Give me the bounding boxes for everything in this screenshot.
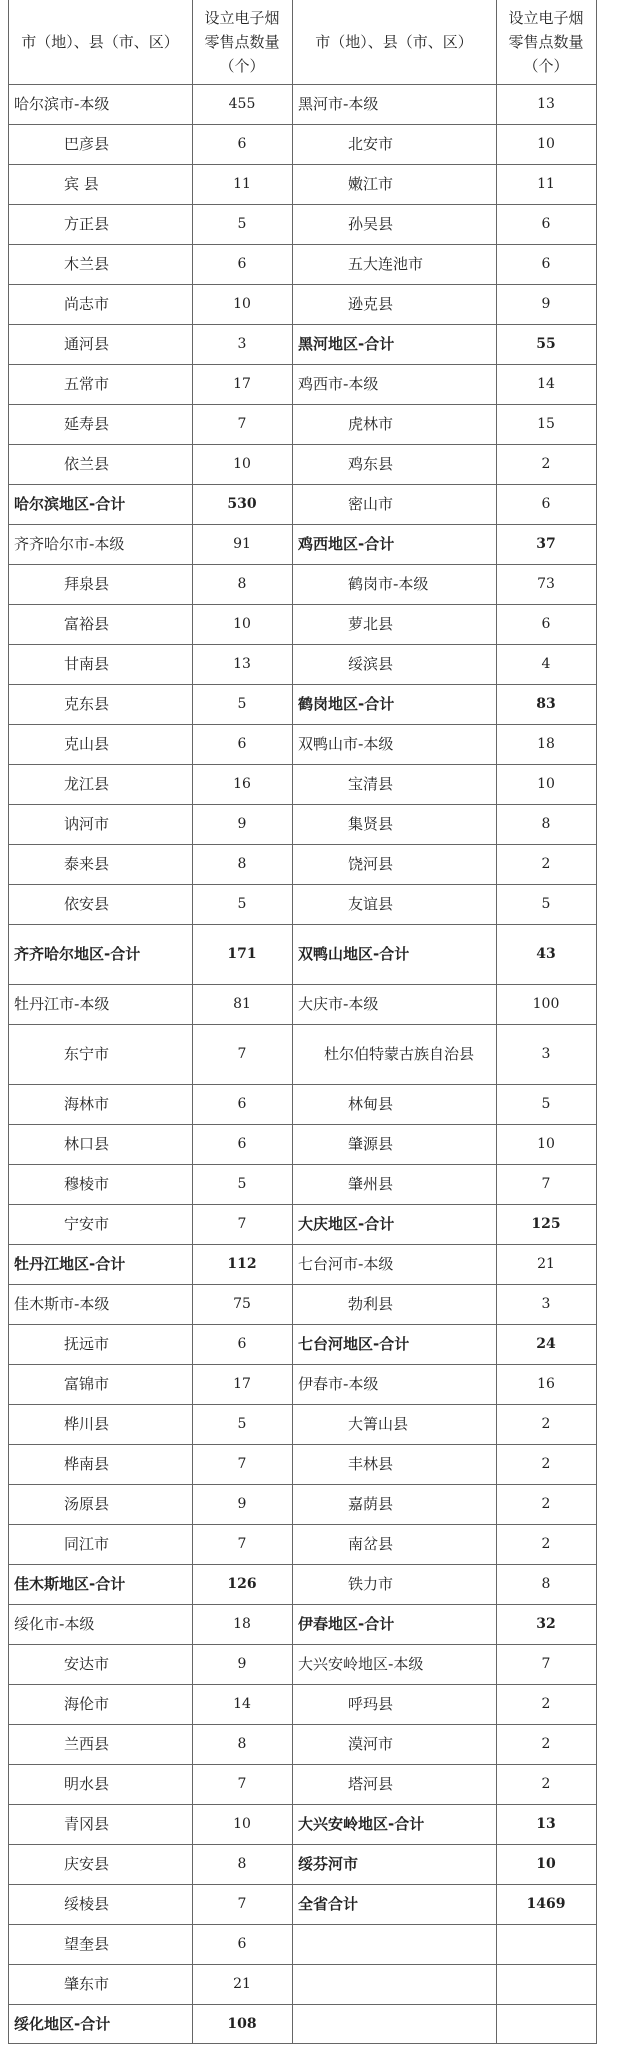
right-count-cell: 83: [536, 696, 556, 712]
row-divider: [8, 984, 596, 985]
left-region-cell: 齐齐哈尔地区-合计: [14, 945, 141, 963]
right-region-cell: 杜尔伯特蒙古族自治县: [324, 1045, 475, 1063]
left-count-cell: 13: [233, 656, 251, 672]
right-count-cell: 9: [541, 296, 551, 312]
left-count-cell: 14: [233, 1696, 251, 1712]
left-count-cell: 108: [227, 2016, 257, 2032]
header-count-right: 设立电子烟零售点数量（个）: [508, 9, 584, 75]
row-divider: [8, 404, 596, 405]
column-divider: [8, 0, 9, 2044]
row-divider: [8, 1164, 596, 1165]
right-region-cell: 大兴安岭地区-合计: [298, 1815, 425, 1833]
right-region-cell: 虎林市: [348, 415, 394, 433]
right-count-cell: 10: [537, 136, 555, 152]
right-count-cell: 13: [537, 96, 555, 112]
right-count-cell: 43: [536, 946, 556, 962]
left-count-cell: 7: [237, 1536, 247, 1552]
right-count-cell: 6: [541, 616, 551, 632]
right-count-cell: 21: [537, 1256, 555, 1272]
right-region-cell: 呼玛县: [348, 1695, 394, 1713]
left-count-cell: 6: [237, 1136, 247, 1152]
right-region-cell: [292, 1964, 496, 2004]
row-divider: [8, 164, 596, 165]
right-count-cell: 2: [541, 1696, 551, 1712]
left-region-cell: 抚远市: [64, 1335, 110, 1353]
left-count-cell: 8: [237, 1856, 247, 1872]
right-count-cell: 32: [536, 1616, 556, 1632]
right-region-cell: 肇源县: [348, 1135, 394, 1153]
left-region-cell: 庆安县: [64, 1855, 110, 1873]
right-count-cell: 4: [541, 656, 551, 672]
column-divider: [496, 0, 497, 2044]
right-count-cell: 11: [537, 176, 555, 192]
left-count-cell: 9: [237, 816, 247, 832]
row-divider: [8, 1244, 596, 1245]
left-region-cell: 海林市: [64, 1095, 110, 1113]
right-count-cell: 10: [537, 776, 555, 792]
row-divider: [8, 484, 596, 485]
row-divider: [8, 364, 596, 365]
right-region-cell: 漠河市: [348, 1735, 394, 1753]
right-region-cell: 七台河地区-合计: [298, 1335, 410, 1353]
right-region-cell: 双鸭山市-本级: [298, 735, 394, 753]
left-region-cell: 宾 县: [64, 175, 99, 193]
right-region-cell: 嫩江市: [348, 175, 394, 193]
left-region-cell: 牡丹江地区-合计: [14, 1255, 126, 1273]
right-region-cell: 伊春地区-合计: [298, 1615, 395, 1633]
right-region-cell: 绥滨县: [348, 655, 394, 673]
left-count-cell: 9: [237, 1656, 247, 1672]
right-count-cell: 3: [541, 1296, 551, 1312]
left-region-cell: 甘南县: [64, 655, 110, 673]
left-region-cell: 富锦市: [64, 1375, 110, 1393]
right-region-cell: 孙吴县: [348, 215, 394, 233]
row-divider: [8, 1364, 596, 1365]
left-count-cell: 6: [237, 736, 247, 752]
right-region-cell: 饶河县: [348, 855, 394, 873]
right-region-cell: 鸡西地区-合计: [298, 535, 395, 553]
left-region-cell: 通河县: [64, 335, 110, 353]
right-region-cell: 鹤岗市-本级: [348, 575, 429, 593]
right-count-cell: 1469: [526, 1896, 566, 1912]
row-divider: [8, 1524, 596, 1525]
right-count-cell: 10: [536, 1856, 556, 1872]
left-region-cell: 汤原县: [64, 1495, 110, 1513]
left-count-cell: 17: [233, 1376, 251, 1392]
row-divider: [8, 524, 596, 525]
left-count-cell: 7: [237, 1456, 247, 1472]
right-region-cell: 大庆市-本级: [298, 995, 379, 1013]
right-count-cell: 2: [541, 856, 551, 872]
right-region-cell: 大兴安岭地区-本级: [298, 1655, 424, 1673]
left-region-cell: 望奎县: [64, 1935, 110, 1953]
left-region-cell: 绥化市-本级: [14, 1615, 95, 1633]
left-count-cell: 7: [237, 1896, 247, 1912]
row-divider: [8, 244, 596, 245]
left-region-cell: 兰西县: [64, 1735, 110, 1753]
left-region-cell: 讷河市: [64, 815, 110, 833]
right-count-cell: 73: [537, 576, 555, 592]
row-divider: [8, 724, 596, 725]
left-region-cell: 桦川县: [64, 1415, 110, 1433]
row-divider: [8, 1204, 596, 1205]
row-divider: [8, 1964, 596, 1965]
row-divider: [8, 1764, 596, 1765]
left-count-cell: 91: [233, 536, 251, 552]
right-count-cell: 37: [536, 536, 556, 552]
row-divider: [8, 764, 596, 765]
header-region-left: 市（地）、县（市、区）: [21, 33, 179, 51]
row-divider: [8, 1884, 596, 1885]
right-count-cell: [496, 2004, 596, 2044]
row-divider: [8, 1084, 596, 1085]
row-divider: [8, 84, 596, 85]
left-region-cell: 青冈县: [64, 1815, 110, 1833]
right-region-cell: 大庆地区-合计: [298, 1215, 395, 1233]
left-region-cell: 齐齐哈尔市-本级: [14, 535, 125, 553]
left-region-cell: 哈尔滨地区-合计: [14, 495, 126, 513]
row-divider: [8, 804, 596, 805]
left-region-cell: 拜泉县: [64, 575, 110, 593]
left-region-cell: 哈尔滨市-本级: [14, 95, 110, 113]
right-count-cell: 2: [541, 1776, 551, 1792]
left-region-cell: 安达市: [64, 1655, 110, 1673]
left-count-cell: 10: [233, 296, 251, 312]
left-count-cell: 171: [227, 946, 257, 962]
left-count-cell: 16: [233, 776, 251, 792]
left-count-cell: 10: [233, 1816, 251, 1832]
right-count-cell: 18: [537, 736, 555, 752]
left-region-cell: 方正县: [64, 215, 110, 233]
right-count-cell: 6: [541, 496, 551, 512]
left-region-cell: 尚志市: [64, 295, 110, 313]
row-divider: [8, 1564, 596, 1565]
right-region-cell: 七台河市-本级: [298, 1255, 394, 1273]
right-count-cell: 2: [541, 1416, 551, 1432]
left-count-cell: 9: [237, 1496, 247, 1512]
right-count-cell: 16: [537, 1376, 555, 1392]
column-divider: [192, 0, 193, 2044]
left-region-cell: 佳木斯市-本级: [14, 1295, 110, 1313]
right-count-cell: 24: [536, 1336, 556, 1352]
right-count-cell: 2: [541, 1536, 551, 1552]
right-count-cell: [496, 1964, 596, 2004]
right-region-cell: 丰林县: [348, 1455, 394, 1473]
left-region-cell: 克山县: [64, 735, 110, 753]
left-region-cell: 海伦市: [64, 1695, 110, 1713]
right-count-cell: 55: [536, 336, 556, 352]
right-region-cell: 萝北县: [348, 615, 394, 633]
left-region-cell: 巴彦县: [64, 135, 110, 153]
left-count-cell: 3: [237, 336, 247, 352]
right-count-cell: [496, 1924, 596, 1964]
left-count-cell: 7: [237, 1216, 247, 1232]
right-region-cell: 南岔县: [348, 1535, 394, 1553]
left-count-cell: 6: [237, 1936, 247, 1952]
left-region-cell: 绥化地区-合计: [14, 2015, 111, 2033]
row-divider: [8, 1024, 596, 1025]
left-count-cell: 18: [233, 1616, 251, 1632]
row-divider: [8, 1844, 596, 1845]
row-divider: [8, 284, 596, 285]
right-count-cell: 8: [541, 816, 551, 832]
left-count-cell: 5: [237, 1176, 247, 1192]
right-region-cell: 宝清县: [348, 775, 394, 793]
row-divider: [8, 1604, 596, 1605]
row-divider: [8, 1284, 596, 1285]
row-divider: [8, 884, 596, 885]
left-count-cell: 530: [227, 496, 257, 512]
left-count-cell: 21: [233, 1976, 251, 1992]
left-count-cell: 112: [227, 1256, 257, 1272]
left-count-cell: 5: [237, 896, 247, 912]
header-region-right: 市（地）、县（市、区）: [315, 33, 473, 51]
right-count-cell: 8: [541, 1576, 551, 1592]
left-count-cell: 455: [228, 96, 256, 112]
right-region-cell: 肇州县: [348, 1175, 394, 1193]
left-count-cell: 10: [233, 616, 251, 632]
right-region-cell: 五大连池市: [348, 255, 424, 273]
row-divider: [8, 564, 596, 565]
left-region-cell: 绥棱县: [64, 1895, 110, 1913]
row-divider: [8, 2043, 596, 2044]
left-count-cell: 10: [233, 456, 251, 472]
row-divider: [8, 1684, 596, 1685]
right-region-cell: 大箐山县: [348, 1415, 409, 1433]
right-region-cell: 绥芬河市: [298, 1855, 359, 1873]
left-count-cell: 11: [233, 176, 251, 192]
left-count-cell: 6: [237, 136, 247, 152]
right-region-cell: 伊春市-本级: [298, 1375, 379, 1393]
header-count-left: 设立电子烟零售点数量（个）: [204, 9, 280, 75]
row-divider: [8, 1404, 596, 1405]
right-region-cell: 双鸭山地区-合计: [298, 945, 410, 963]
left-region-cell: 穆棱市: [64, 1175, 110, 1193]
left-region-cell: 依兰县: [64, 455, 110, 473]
right-count-cell: 7: [541, 1176, 551, 1192]
left-region-cell: 延寿县: [64, 415, 110, 433]
row-divider: [8, 1804, 596, 1805]
left-region-cell: 龙江县: [64, 775, 110, 793]
row-divider: [8, 204, 596, 205]
row-divider: [8, 444, 596, 445]
left-count-cell: 5: [237, 696, 247, 712]
row-divider: [8, 324, 596, 325]
left-count-cell: 8: [237, 1736, 247, 1752]
column-divider: [292, 0, 293, 2044]
left-region-cell: 桦南县: [64, 1455, 110, 1473]
left-region-cell: 佳木斯地区-合计: [14, 1575, 126, 1593]
row-divider: [8, 124, 596, 125]
left-region-cell: 林口县: [64, 1135, 110, 1153]
row-divider: [8, 644, 596, 645]
right-region-cell: 鸡西市-本级: [298, 375, 379, 393]
right-region-cell: 逊克县: [348, 295, 394, 313]
right-count-cell: 2: [541, 1496, 551, 1512]
left-region-cell: 牡丹江市-本级: [14, 995, 110, 1013]
left-count-cell: 17: [233, 376, 251, 392]
right-count-cell: 5: [541, 1096, 551, 1112]
left-region-cell: 东宁市: [64, 1045, 110, 1063]
left-count-cell: 6: [237, 1336, 247, 1352]
left-region-cell: 宁安市: [64, 1215, 110, 1233]
right-count-cell: 13: [536, 1816, 556, 1832]
left-count-cell: 5: [237, 1416, 247, 1432]
row-divider: [8, 1924, 596, 1925]
left-count-cell: 6: [237, 1096, 247, 1112]
left-region-cell: 依安县: [64, 895, 110, 913]
right-region-cell: 鸡东县: [348, 455, 394, 473]
row-divider: [8, 844, 596, 845]
left-count-cell: 8: [237, 576, 247, 592]
right-region-cell: 黑河地区-合计: [298, 335, 395, 353]
left-region-cell: 五常市: [64, 375, 110, 393]
right-region-cell: 铁力市: [348, 1575, 394, 1593]
left-count-cell: 8: [237, 856, 247, 872]
right-count-cell: 6: [541, 256, 551, 272]
left-count-cell: 126: [227, 1576, 257, 1592]
row-divider: [8, 604, 596, 605]
right-region-cell: 友谊县: [348, 895, 394, 913]
right-count-cell: 10: [537, 1136, 555, 1152]
right-region-cell: [292, 1924, 496, 1964]
row-divider: [8, 1444, 596, 1445]
row-divider: [8, 1484, 596, 1485]
left-region-cell: 克东县: [64, 695, 110, 713]
right-region-cell: 北安市: [348, 135, 394, 153]
right-region-cell: 密山市: [348, 495, 394, 513]
right-count-cell: 7: [541, 1656, 551, 1672]
left-count-cell: 7: [237, 1776, 247, 1792]
left-region-cell: 泰来县: [64, 855, 110, 873]
left-count-cell: 7: [237, 1046, 247, 1062]
right-count-cell: 5: [541, 896, 551, 912]
right-count-cell: 2: [541, 456, 551, 472]
left-count-cell: 5: [237, 216, 247, 232]
right-count-cell: 14: [537, 376, 555, 392]
right-region-cell: 鹤岗地区-合计: [298, 695, 395, 713]
row-divider: [8, 2004, 596, 2005]
right-region-cell: [292, 2004, 496, 2044]
left-region-cell: 明水县: [64, 1775, 110, 1793]
left-region-cell: 同江市: [64, 1535, 110, 1553]
left-region-cell: 木兰县: [64, 255, 110, 273]
left-count-cell: 7: [237, 416, 247, 432]
row-divider: [8, 1724, 596, 1725]
right-region-cell: 黑河市-本级: [298, 95, 379, 113]
right-region-cell: 勃利县: [348, 1295, 394, 1313]
right-region-cell: 全省合计: [298, 1895, 359, 1913]
right-region-cell: 嘉荫县: [348, 1495, 394, 1513]
right-count-cell: 2: [541, 1456, 551, 1472]
left-count-cell: 6: [237, 256, 247, 272]
right-count-cell: 125: [531, 1216, 561, 1232]
row-divider: [8, 1124, 596, 1125]
row-divider: [8, 684, 596, 685]
left-count-cell: 81: [233, 996, 251, 1012]
right-count-cell: 15: [537, 416, 555, 432]
row-divider: [8, 1644, 596, 1645]
left-region-cell: 肇东市: [64, 1975, 110, 1993]
right-count-cell: 3: [541, 1046, 551, 1062]
right-region-cell: 林甸县: [348, 1095, 394, 1113]
row-divider: [8, 1324, 596, 1325]
row-divider: [8, 924, 596, 925]
left-region-cell: 富裕县: [64, 615, 110, 633]
right-count-cell: 2: [541, 1736, 551, 1752]
column-divider: [596, 0, 597, 2044]
right-count-cell: 6: [541, 216, 551, 232]
right-region-cell: 集贤县: [348, 815, 394, 833]
left-count-cell: 75: [233, 1296, 251, 1312]
right-region-cell: 塔河县: [348, 1775, 394, 1793]
right-count-cell: 100: [532, 996, 560, 1012]
